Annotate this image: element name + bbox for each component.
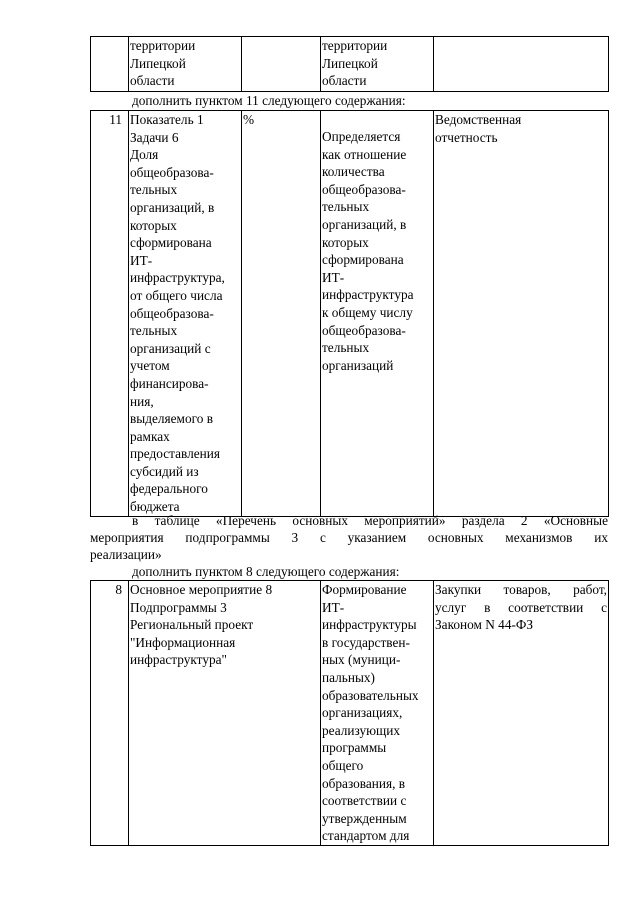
cell-text-line: области [322, 73, 367, 89]
cell-text-line: организаций, в [322, 216, 407, 232]
cell-text-line: Ведомственная [435, 112, 522, 127]
cell-text-line: Формирование [322, 582, 407, 597]
table-row [91, 37, 609, 92]
cell-text-line: инфраструктуры [322, 617, 417, 633]
cell-text-line: общеобразова- [322, 181, 406, 197]
cell-text-line: образовательных [322, 687, 419, 703]
cell-text-line: ных (муници- [322, 652, 401, 668]
source-cell [434, 111, 609, 517]
table-indicators [90, 110, 609, 517]
activity-name-cell [129, 581, 321, 846]
table-row [91, 581, 609, 846]
method-cell [321, 111, 434, 517]
cell-text-line: Доля [130, 147, 159, 163]
table-cell-unit [242, 37, 321, 92]
paragraph-add-item-8: дополнить пунктом 8 следующего содержания: [132, 564, 400, 579]
cell-text-line: Закупки товаров, работ, [435, 582, 607, 597]
cell-text-line: Липецкой [322, 55, 378, 71]
paragraph-table-line-1: в таблице «Перечень основных мероприятий» раздела 2 «Основные [132, 513, 608, 528]
cell-text-line: субсидий из [130, 463, 199, 479]
table-activities [90, 580, 609, 846]
cell-text-line: стандартом для [322, 828, 410, 844]
cell-text-line: тельных [130, 182, 178, 198]
cell-text-line: территории [130, 38, 196, 53]
cell-text-line: общего [322, 757, 364, 773]
table-row [91, 111, 609, 517]
cell-text-line: пальных) [322, 669, 375, 685]
cell-text-line: Определяется [322, 129, 401, 144]
cell-text-line: организаций с [130, 340, 211, 356]
cell-text-line: количества [322, 164, 385, 180]
activity-content-cell [321, 581, 434, 846]
cell-text-line: Региональный проект [130, 617, 254, 633]
cell-text-line: ИТ- [322, 269, 345, 285]
cell-text-line: организаций, в [130, 199, 215, 215]
cell-text-line: предоставления [130, 446, 221, 462]
table-cell-name [129, 37, 242, 92]
cell-text-line: "Информационная [130, 634, 236, 650]
cell-text-line: как отношение [322, 146, 407, 162]
indicator-name-cell [129, 111, 242, 517]
paragraph-add-item-11: дополнить пунктом 11 следующего содержания: [132, 93, 406, 108]
cell-text-line: утвержденным [322, 810, 407, 826]
cell-text-line: сформирована [130, 235, 212, 251]
paragraph-table-line-2: мероприятия подпрограммы 3 с указанием основных механизмов их [90, 530, 608, 545]
cell-text-line: тельных [130, 323, 178, 339]
cell-text-line: сформирована [322, 252, 404, 268]
table-cell-method [321, 37, 434, 92]
cell-text-line: программы [322, 740, 387, 756]
cell-text-line: к общему числу [322, 304, 413, 320]
cell-text-line: рамках [130, 428, 170, 444]
cell-text-line: Липецкой [130, 55, 186, 71]
cell-text-line: организациях, [322, 705, 403, 721]
cell-text-line: инфраструктура" [130, 652, 227, 668]
cell-text-line: Основное мероприятие 8 [130, 582, 273, 597]
cell-text-line: отчетность [435, 129, 498, 145]
table-cell-source [434, 37, 609, 92]
cell-text-line: которых [130, 217, 177, 233]
cell-text-line: области [130, 73, 175, 89]
cell-text-line: общеобразова- [130, 305, 214, 321]
cell-text-line: Законом N 44-ФЗ [435, 617, 534, 633]
cell-text-line: выделяемого в [130, 411, 213, 427]
cell-text-line: финансирова- [130, 375, 209, 391]
paragraph-table-line-3: реализации» [90, 547, 162, 562]
cell-text-line: тельных [322, 199, 370, 215]
cell-text-line: общеобразова- [130, 164, 214, 180]
cell-text-line: тельных [322, 340, 370, 356]
cell-text-line: инфраструктура [322, 287, 414, 303]
cell-text-line: в государствен- [322, 634, 410, 650]
cell-text-line: реализующих [322, 722, 401, 738]
cell-text-line: которых [322, 234, 369, 250]
cell-text-line: федерального [130, 481, 208, 497]
cell-text-line: ИТ- [322, 599, 345, 615]
cell-text-line: ния, [130, 393, 154, 409]
cell-text-line: инфраструктура, [130, 270, 225, 286]
cell-text-line: ИТ- [130, 252, 153, 268]
activity-mechanism-cell [434, 581, 609, 846]
cell-text-line: организаций [322, 357, 394, 373]
cell-text-line: образования, в [322, 775, 406, 791]
cell-text-line: Задачи 6 [130, 129, 179, 145]
table-cell-num [91, 37, 129, 92]
row-number: 8 [91, 581, 129, 846]
cell-text-line: бюджета [130, 499, 180, 515]
cell-text-line: общеобразова- [322, 322, 406, 338]
cell-text-line: услуг в соответствии с [435, 599, 607, 615]
row-number: 11 [91, 111, 129, 517]
table-continuation [90, 36, 609, 92]
unit-cell: % [242, 111, 321, 517]
cell-text-line: учетом [130, 358, 170, 374]
cell-text-line: соответствии с [322, 793, 407, 809]
cell-text-line: Подпрограммы 3 [130, 599, 227, 615]
cell-text-line: Показатель 1 [130, 112, 204, 127]
cell-text-line: от общего числа [130, 287, 223, 303]
cell-text-line: территории [322, 38, 388, 53]
